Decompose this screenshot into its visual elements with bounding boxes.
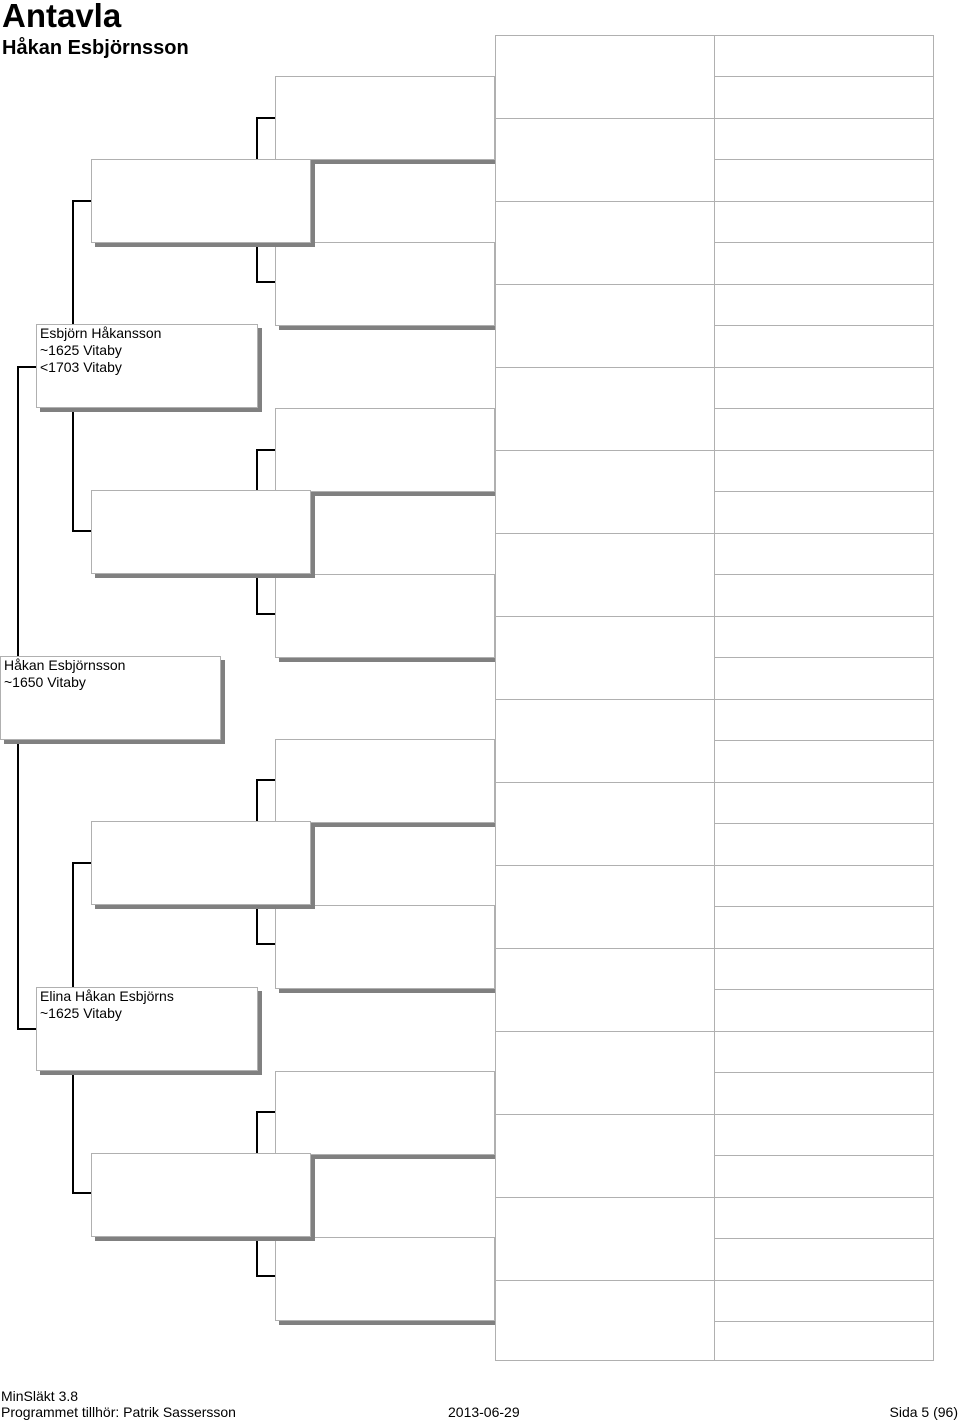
gen6-cell[interactable] [714,491,934,534]
subject-name: Håkan Esbjörnsson [2,37,189,59]
gen6-cell[interactable] [714,948,934,990]
mother-box[interactable] [36,987,258,1071]
great-grandparent-box[interactable] [275,242,495,326]
gen5-cell[interactable] [495,1197,715,1281]
father-name: Esbjörn Håkansson [40,325,162,341]
great-grandparent-box[interactable] [275,574,495,658]
gen6-cell[interactable] [714,740,934,783]
gen6-cell[interactable] [714,657,934,700]
footer-owner: Programmet tillhör: Patrik Sassersson [1,1404,236,1420]
grandparent-box[interactable] [91,490,311,574]
gen6-cell[interactable] [714,823,934,866]
gen6-cell[interactable] [714,616,934,658]
gen5-cell[interactable] [495,616,715,700]
great-grandparent-box[interactable] [275,1071,495,1155]
great-grandparent-box[interactable] [275,76,495,160]
gen6-cell[interactable] [714,325,934,368]
footer-page-number: Sida 5 (96) [889,1404,958,1420]
gen5-cell[interactable] [495,118,715,202]
mother-name: Elina Håkan Esbjörns [40,988,174,1004]
gen5-cell[interactable] [495,1031,715,1115]
father-death: <1703 Vitaby [40,359,122,375]
gen6-cell[interactable] [714,35,934,77]
gen6-cell[interactable] [714,906,934,949]
gen6-cell[interactable] [714,1280,934,1322]
father-box[interactable] [36,324,258,408]
gen6-cell[interactable] [714,1072,934,1115]
gen5-cell[interactable] [495,284,715,368]
gen6-cell[interactable] [714,574,934,617]
gen6-cell[interactable] [714,450,934,492]
grandparent-box[interactable] [91,159,311,243]
root-person-box[interactable] [0,656,221,740]
gen5-cell[interactable] [495,699,715,783]
gen6-cell[interactable] [714,118,934,160]
gen6-cell[interactable] [714,533,934,575]
footer-date: 2013-06-29 [448,1404,520,1420]
gen6-cell[interactable] [714,408,934,451]
gen5-cell[interactable] [495,533,715,617]
gen6-cell[interactable] [714,76,934,119]
gen5-cell[interactable] [495,201,715,285]
gen5-cell[interactable] [495,450,715,534]
page-title: Antavla [2,0,122,34]
gen6-cell[interactable] [714,989,934,1032]
grandparent-box[interactable] [91,821,311,905]
gen6-cell[interactable] [714,367,934,409]
gen6-cell[interactable] [714,865,934,907]
mother-birth: ~1625 Vitaby [40,1005,122,1021]
gen6-cell[interactable] [714,699,934,741]
gen6-cell[interactable] [714,1321,934,1361]
gen5-cell[interactable] [495,1114,715,1198]
gen5-cell[interactable] [495,948,715,1032]
root-person-name: Håkan Esbjörnsson [4,657,126,673]
grandparent-box[interactable] [91,1153,311,1237]
gen5-cell[interactable] [495,367,715,451]
gen6-cell[interactable] [714,242,934,285]
root-person-birth: ~1650 Vitaby [4,674,86,690]
gen6-cell[interactable] [714,1197,934,1239]
great-grandparent-box[interactable] [275,739,495,823]
great-grandparent-box[interactable] [275,1237,495,1321]
gen5-cell[interactable] [495,35,715,119]
great-grandparent-box[interactable] [275,905,495,989]
gen6-cell[interactable] [714,284,934,326]
gen5-cell[interactable] [495,865,715,949]
gen6-cell[interactable] [714,1238,934,1281]
gen5-cell[interactable] [495,1280,715,1361]
gen6-cell[interactable] [714,159,934,202]
great-grandparent-box[interactable] [275,408,495,492]
gen6-cell[interactable] [714,1031,934,1073]
gen6-cell[interactable] [714,1155,934,1198]
father-birth: ~1625 Vitaby [40,342,122,358]
gen6-cell[interactable] [714,201,934,243]
gen5-cell[interactable] [495,782,715,866]
gen6-cell[interactable] [714,1114,934,1156]
footer-program: MinSläkt 3.8 [1,1388,79,1404]
gen6-cell[interactable] [714,782,934,824]
